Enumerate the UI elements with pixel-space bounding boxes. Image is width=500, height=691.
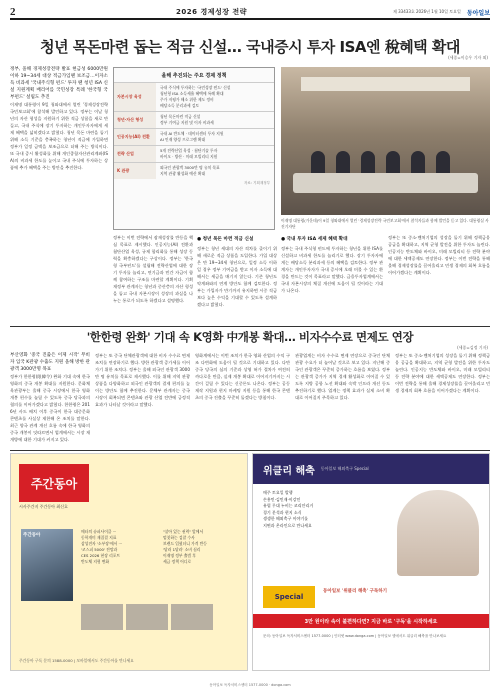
story1-headline: 청년 목돈마련 돕는 적금 신설… 국내증시 투자 ISA엔 稅혜택 확대 bbox=[40, 38, 460, 56]
photo-table bbox=[293, 173, 478, 193]
story2-body-1: 정부가 한한령(限韓令) 완화 기대 속에 한국 영화의 중국 개봉 확대를 지원한다. 문화체육관광부는 올해 중국 시장에서 한국 영화 개봉 편수를 늘릴 수 있도록 중국 당국과의 협의를 이어가겠다고 밝혔다. 한한령은 2016년 사드 배치 이후 중국이 한국 대중문화 콘텐츠를 사실상 제한해 온 조치를 말한다. 최근 양국 관계 개선 흐름 속에 한국 영화의 중국 개봉이 잇따르면서 업계에서는 시장 재개방에 대한 기대가 커지고 있다. bbox=[10, 374, 90, 442]
masthead bbox=[10, 6, 490, 20]
ad-copy-line: 경기 분석과 현지 소식 bbox=[263, 509, 302, 515]
story1-byline: (세종=이승우 기자 외) bbox=[448, 55, 488, 60]
ad-logo: 위클리 해축 bbox=[263, 465, 315, 477]
magazine-cover-image bbox=[21, 529, 73, 601]
story1-crosshead-1: ● 청년 목돈 마련 적금 신설 bbox=[197, 237, 254, 242]
infobox-item: 외국인 관광객 3000만 명 유치 목표 bbox=[160, 165, 220, 170]
story2-column-4 bbox=[295, 352, 390, 448]
paper-name: 동아일보 bbox=[466, 9, 490, 17]
section-divider bbox=[10, 326, 490, 327]
ad-headlines-col-1 bbox=[81, 529, 159, 565]
infobox-item: 청년 목돈마련 적금 신설 bbox=[160, 114, 201, 119]
infobox-item: 5개 전략산업 육성 · 첨단기술 투자 bbox=[160, 148, 218, 153]
news-photo bbox=[281, 67, 490, 215]
ad-divider bbox=[10, 450, 490, 451]
story2-lead: 부산영화 '중국 진출은 이제 시작' 무비자 입국 K관광 수출도 지원 올해 방한 관광객 3000만명 목표 bbox=[10, 353, 90, 372]
ad-fine-print: 문의: 동아일보 독자서비스센터 1577-0000 | 인터넷 www.donga.com | 동아일보 앱에서도 위클리 해축을 만나보세요 bbox=[263, 634, 447, 638]
story2-byline: (세종=김정 기자) bbox=[457, 345, 488, 350]
infobox-item: 정부 기여금 지원 및 이자 비과세 bbox=[160, 120, 214, 125]
infobox-item: 배당소득 분리과세 검토 bbox=[160, 103, 200, 108]
ad-headline: 반도체 지형 변화 bbox=[81, 559, 110, 564]
story2-headline: '한한령 완화' 기대 속 K영화 中개봉 확대… 비자수수료 면제도 연장 bbox=[86, 330, 414, 344]
story2-body-4: 관광업계는 비자 수수료 면제 연장으로 중국인 단체 관광 수요가 더 늘어날 것으로 보고 있다. 지난해 중국인 관광객은 꾸준히 증가하는 흐름을 보였다. 정부는 관광객 증가가 지역 경제 활성화로 이어질 수 있도록 지방 공항 노선 확대와 숙박 인프라 개선 등도 추진하기로 했다. 업계는 정책 효과가 실제 소비 확대로 이어질지 주목하고 있다. bbox=[295, 353, 390, 400]
section-title: 2026 경제성장 전략 bbox=[176, 8, 247, 16]
ad-copy bbox=[263, 490, 383, 529]
subscribe-cta[interactable]: 동아일보 '위클리 해축' 구독하기 bbox=[323, 589, 387, 594]
ad-brand-logo: 주간동아 bbox=[19, 464, 89, 502]
ad-headline: CES 2026 현장 리포트 bbox=[81, 553, 121, 558]
story2-body-2: 정부는 또 중국 단체관광객에 대한 비자 수수료 면제 조치를 연장하기로 했다. 방한 관광객 증가세를 이어가기 위한 조치다. 정부는 올해 외국인 관광객 3000만 명 유치를 목표로 제시했다. 이를 위해 지역 관광 상품을 다양화하고 외국인 관광객의 결제 편의를 높이는 방안도 함께 추진한다. 문체부 관계자는 중국 시장이 회복되면 콘텐츠와 관광 산업 전반에 긍정적 효과가 나타날 것이라고 말했다. bbox=[95, 353, 190, 407]
infobox-row-label: 인공지능(AI) 전환 bbox=[114, 129, 156, 145]
player-photo bbox=[397, 490, 479, 576]
infobox-row bbox=[114, 111, 274, 128]
weekly-donga-ad[interactable] bbox=[10, 453, 248, 671]
story1-column-1 bbox=[10, 66, 108, 324]
ad-headlines-col-2 bbox=[163, 529, 243, 565]
story1-crosshead-2: ● 국내 투자 ISA 세제 혜택 확대 bbox=[281, 237, 348, 242]
ad-copy-line: 유럽 무대 누비는 코리안리거 bbox=[263, 503, 314, 508]
ad-headline: 브랜드 입혔더니 가격 반등 bbox=[163, 541, 207, 546]
ad-copy-line: 매주 토요일 발행 bbox=[263, 490, 293, 495]
ad-headline: 이재명 정부 출범 후 bbox=[163, 553, 196, 558]
infobox-item: 국내 AI 반도체 · 데이터센터 투자 지원 bbox=[160, 131, 224, 136]
ad-headline: "살아 있는 권력" 앞에서 bbox=[163, 529, 204, 534]
story1-body-3: 정부는 청년 세대의 자산 격차를 줄이기 위해 새로운 적금 상품을 도입한다. 가입 대상은 만 19~34세 청년으로, 일정 소득 이하일 경우 정부 기여금을 받고 이자 소득에 대해서는 세금을 매기지 않는다. 기존 청년도약계좌와의 연계 방안도 함께 검토한다. 정부는 가입자가 만기까지 유지하면 시중 적금보다 높은 수익을 기대할 수 있도록 설계하겠다고 밝혔다. bbox=[197, 246, 277, 307]
infobox-row-label: 전략 산업 bbox=[114, 146, 156, 162]
ad-brand-sub: 시사주간지 주간동아 최신호 bbox=[19, 504, 68, 509]
infobox-row bbox=[114, 162, 274, 179]
story1-lead: 정부, 올해 경제성장전략 발표 현금성 6000만원 이하 19~34세 대상 적금가입땐 보조금…이자소득 비과세 '국내주식형 펀드' 투자 땐 청년 ISA 신설 지원계획 배리어를 국민성장 특례 '한국형 국부펀드' 설립도 추진 bbox=[10, 67, 108, 100]
infobox-source: 자료: 기획재정부 bbox=[244, 181, 270, 185]
infobox-row bbox=[114, 82, 274, 111]
infobox-row bbox=[114, 145, 274, 162]
infobox-row-label: K 관광 bbox=[114, 163, 156, 179]
ad-copy-line: 손흥민·김민재·이강인 bbox=[263, 496, 301, 502]
ad-headline: '코스피 5000' 전망과 bbox=[81, 547, 118, 552]
infobox-item: 청년형 ISA 소득세율 혜택에 특례 확대 bbox=[160, 91, 224, 96]
photo-banner bbox=[301, 77, 470, 91]
story2-body-5: 정부는 또 중소·벤처기업의 성장을 돕기 위해 정책금융 공급을 확대하고, 지역 균형 발전을 위한 투자도 늘린다. 인공지능 반도체와 바이오, 미래 모빌리티 등 전략 분야에 대한 세액공제도 연장한다. 정부는 이번 전략을 통해 올해 경제성장률을 끌어올리고 민생 경제의 회복 흐름을 이어가겠다는 계획이다. bbox=[395, 353, 490, 393]
story2-column-5 bbox=[395, 352, 490, 448]
story2-body-3: 영화계에서는 이번 조치가 한국 영화 산업의 수익 구조 다변화에 도움이 될 것으로 기대하고 있다. 다만 중국 당국의 심의 기준과 상영 허가 절차가 여전히 까다로운 만큼, 실제 개봉 확대로 이어지기까지는 시간이 걸릴 수 있다는 신중론도 나온다. 정부는 공동제작 지원과 현지 마케팅 지원 등을 통해 한국 콘텐츠의 중국 진출을 꾸준히 돕겠다는 방침이다. bbox=[195, 353, 290, 400]
ad-headline: 멈칫하는 검찰 수사 bbox=[163, 535, 195, 540]
ad-copy-line: 생생한 해외축구 이야기를 bbox=[263, 516, 309, 521]
story1-column-2 bbox=[113, 234, 193, 324]
ad-notice-bar: 3만 원이라 속이 불편하다면? 지금 바로 '구독'을 시작하세요 bbox=[253, 614, 489, 628]
page-footer: 동아일보 독자서비스센터 1577-0000 · donga.com bbox=[209, 683, 291, 687]
ad-subtitle: 동아일보 해외축구 Special bbox=[320, 466, 369, 471]
infobox-item: AI 인재 양성 프로그램 확대 bbox=[160, 137, 206, 142]
story1-column-5 bbox=[388, 234, 490, 324]
issue-info: 제 33433호 2026년 1월 10일 토요일 bbox=[393, 9, 461, 14]
infobox-item: 지역 관광 활성화 예산 확대 bbox=[160, 171, 206, 176]
ad-headline: 동학개미 재집결 지표 bbox=[81, 535, 117, 540]
ad-headline: 세금 정책 어디로 bbox=[163, 559, 192, 564]
ad-headline: 메타의 슈퍼사이클 ··· bbox=[81, 529, 117, 534]
policy-infobox bbox=[113, 67, 275, 230]
story2-column-3 bbox=[195, 352, 290, 448]
page-number: 2 bbox=[10, 6, 16, 18]
infobox-row bbox=[114, 128, 274, 145]
photo-caption: 이재명 대통령(가운데)이 9일 청와대에서 열린 '경제성장전략 국민보고회'에서 참석자들과 함께 발언을 듣고 있다. 대통령실 사진기자단 bbox=[281, 218, 489, 229]
infobox-title: 올해 추진되는 주요 경제 정책 bbox=[161, 73, 227, 79]
story2-column-1 bbox=[10, 352, 90, 448]
ad-header-bar bbox=[253, 454, 489, 484]
story2-column-2 bbox=[95, 352, 190, 448]
infobox-item: 주가 저평가 해소 위한 제도 정비 bbox=[160, 97, 214, 102]
weekly-football-ad[interactable] bbox=[252, 453, 490, 671]
special-badge: Special bbox=[263, 586, 315, 608]
infobox-row-label: 자본시장 육성 bbox=[114, 83, 156, 111]
ad-copy-line: 지면과 온라인으로 만나세요 bbox=[263, 522, 312, 528]
story1-body-4: 정부는 국내 주식형 펀드에 투자하는 청년을 위한 ISA를 신설하고 비과세 한도를 늘리기로 했다. 장기 투자자에게는 배당소득 분리과세 등의 혜택을 검토한다. 정부 관계자는 개인투자자가 국내 증시에 오래 머물 수 있는 환경을 만드는 것이 목표라고 말했다. 금융투자업계에서는 국내 자본시장의 체질 개선에 도움이 될 것이라는 기대가 나온다. bbox=[281, 246, 383, 293]
magazine-cover-title: 주간동아 bbox=[23, 533, 41, 538]
story1-column-4 bbox=[281, 234, 383, 324]
story1-body-2: 정부는 이번 전략에서 잠재성장률 반등을 핵심 목표로 제시했다. 인공지능(AI) 전환과 첨단산업 육성, 규제 합리화를 통해 성장 동력을 확충하겠다는 구상이다. 정부는 '한국형 국부펀드'를 설립해 전략산업에 대한 장기 투자를 늘리고, 연기금과 민간 자금이 함께 참여하는 구조를 마련할 계획이다. 기획재정부 관계자는 청년과 중산층의 자산 형성을 돕고 국내 자본시장이 성장의 과실을 나누는 통로가 되도록 하겠다고 설명했다. bbox=[113, 235, 193, 303]
story1-body-5: 정부는 또 중소·벤처기업의 성장을 돕기 위해 정책금융 공급을 확대하고, 지역 균형 발전을 위한 투자도 늘린다. 인공지능 반도체와 바이오, 미래 모빌리티 등 전략 분야에 대한 세액공제도 연장한다. 정부는 이번 전략을 통해 올해 경제성장률을 끌어올리고 민생 경제의 회복 흐름을 이어가겠다는 계획이다. bbox=[388, 235, 490, 275]
ad-headline: 삼성전자 '소부장'에서 ··· bbox=[81, 541, 123, 546]
ad-headline: '달러 1달러' 소비 심리 bbox=[163, 547, 201, 552]
infobox-row-label: 청년·자산 형성 bbox=[114, 112, 156, 128]
story1-column-3 bbox=[197, 234, 277, 324]
infobox-item: 바이오 · 방산 · 미래 모빌리티 지원 bbox=[160, 154, 218, 159]
ad-footer-text: 주간동아 구독 문의 1588-0000 | 모바일에서도 주간동아를 만나세요 bbox=[19, 658, 134, 663]
infobox-item: 국내 주식에 투자하는 '국민성장 펀드' 신설 bbox=[160, 85, 231, 90]
story1-body-1: 이재명 대통령이 9일 청와대에서 열린 '경제성장전략 국민보고회'에 참석해 발언하고 있다. 정부는 이날 청년의 자산 형성을 지원하기 위한 적금 상품을 새로 만들고, 국내 주식에 장기 투자하는 개인투자자에게 세제 혜택을 넓히겠다고 밝혔다. 청년 목돈 마련을 돕기 위해 소득 기준을 충족하는 청년이 적금에 가입하면 정부가 일정 금액을 보조금으로 더해 주는 방식이다. 또 국내 증시 활성화를 위해 개인종합자산관리계좌(ISA)의 비과세 한도를 높이고 국내 주식에 투자하는 상품에 추가 혜택을 주는 방안을 추진한다. bbox=[10, 102, 108, 170]
